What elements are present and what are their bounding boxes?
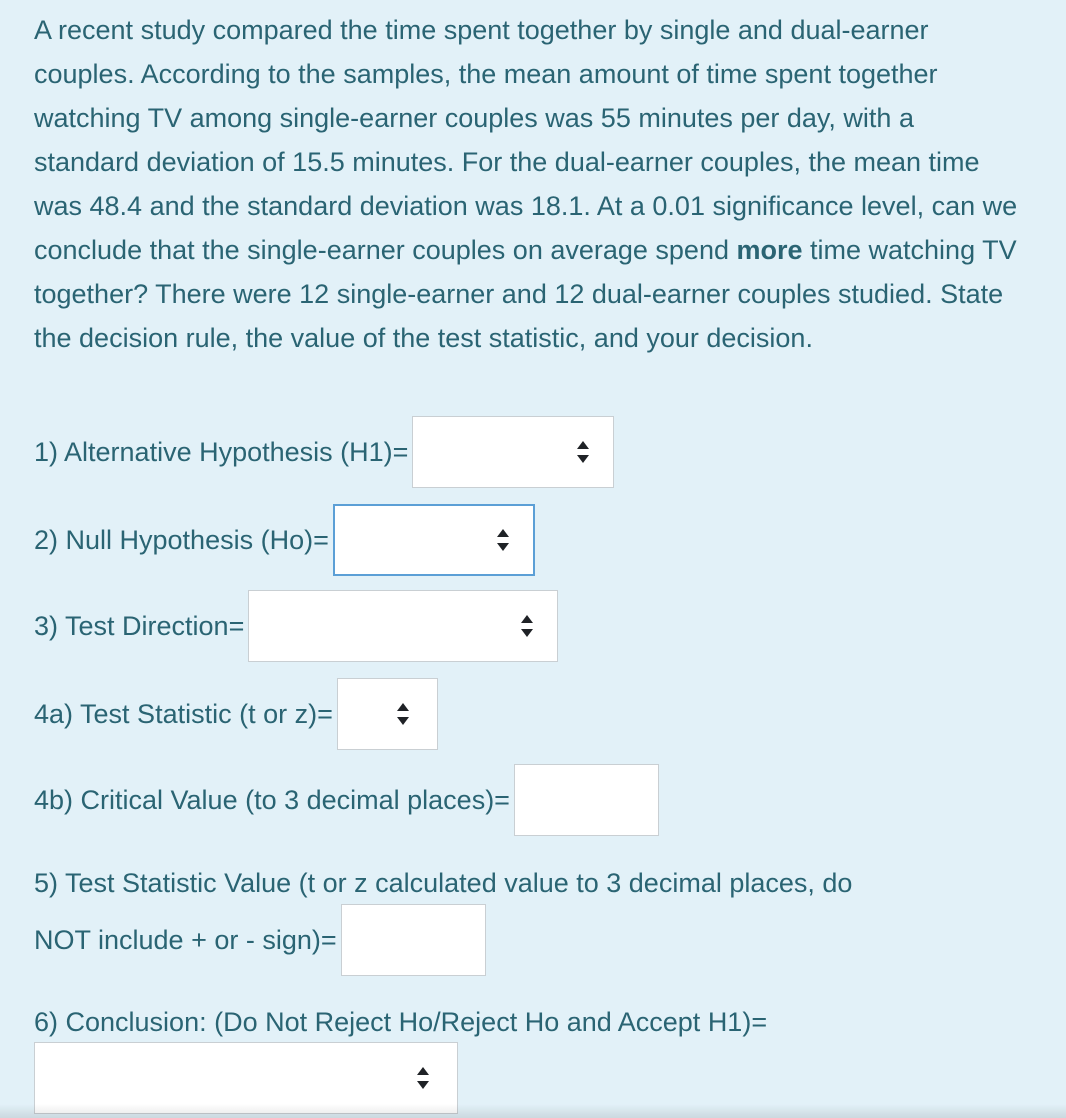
test-statistic-value-label-line1: 5) Test Statistic Value (t or z calculated value to 3 decimal places, do — [34, 868, 853, 898]
test-direction-select[interactable] — [248, 590, 558, 662]
up-down-arrows-icon — [577, 441, 589, 463]
test-direction-label: 3) Test Direction= — [34, 610, 245, 641]
conclusion-label: 6) Conclusion: (Do Not Reject Ho/Reject Ho and Accept H1)= — [34, 1007, 768, 1037]
null-hypothesis-select[interactable] — [333, 504, 535, 576]
critical-value-row — [34, 764, 659, 836]
up-down-arrows-icon — [397, 703, 409, 725]
alt-hypothesis-label: 1) Alternative Hypothesis (H1)= — [34, 436, 409, 467]
question-text — [34, 8, 1024, 360]
alt-hypothesis-row — [34, 416, 614, 488]
test-direction-row — [34, 590, 558, 662]
test-statistic-value-row — [34, 904, 486, 976]
test-statistic-type-row — [34, 678, 438, 750]
test-statistic-type-select[interactable] — [337, 678, 438, 750]
critical-value-input[interactable] — [514, 764, 659, 836]
question-text-after: time watching TV together? There were 12 single-earner and 12 dual-earner couples studied. State the decision rule, the value of the test statistic, and your decision. — [34, 235, 1017, 353]
question-text-before: A recent study compared the time spent together by single and dual-earner couples. According to the samples, the mean amount of time spent together watching TV among single-earner couples was 55 minutes per day, with a standard deviation of 15.5 minutes. For the dual-earner couples, the mean time was 48.4 and the standard deviation was 18.1. At a 0.01 significance level, can we conclude that the single-earner couples on average spend — [34, 15, 1018, 265]
alt-hypothesis-select[interactable] — [412, 416, 614, 488]
critical-value-label: 4b) Critical Value (to 3 decimal places)= — [34, 784, 510, 815]
question-emphasis: more — [736, 235, 803, 265]
up-down-arrows-icon — [417, 1067, 429, 1089]
null-hypothesis-label: 2) Null Hypothesis (Ho)= — [34, 524, 329, 555]
test-statistic-value-input[interactable] — [341, 904, 486, 976]
test-statistic-type-label: 4a) Test Statistic (t or z)= — [34, 698, 333, 729]
null-hypothesis-row — [34, 504, 535, 576]
bottom-edge-shadow — [0, 1104, 1066, 1118]
test-statistic-value-label-line2: NOT include + or - sign)= — [34, 924, 337, 955]
up-down-arrows-icon — [521, 615, 533, 637]
up-down-arrows-icon — [497, 529, 509, 551]
